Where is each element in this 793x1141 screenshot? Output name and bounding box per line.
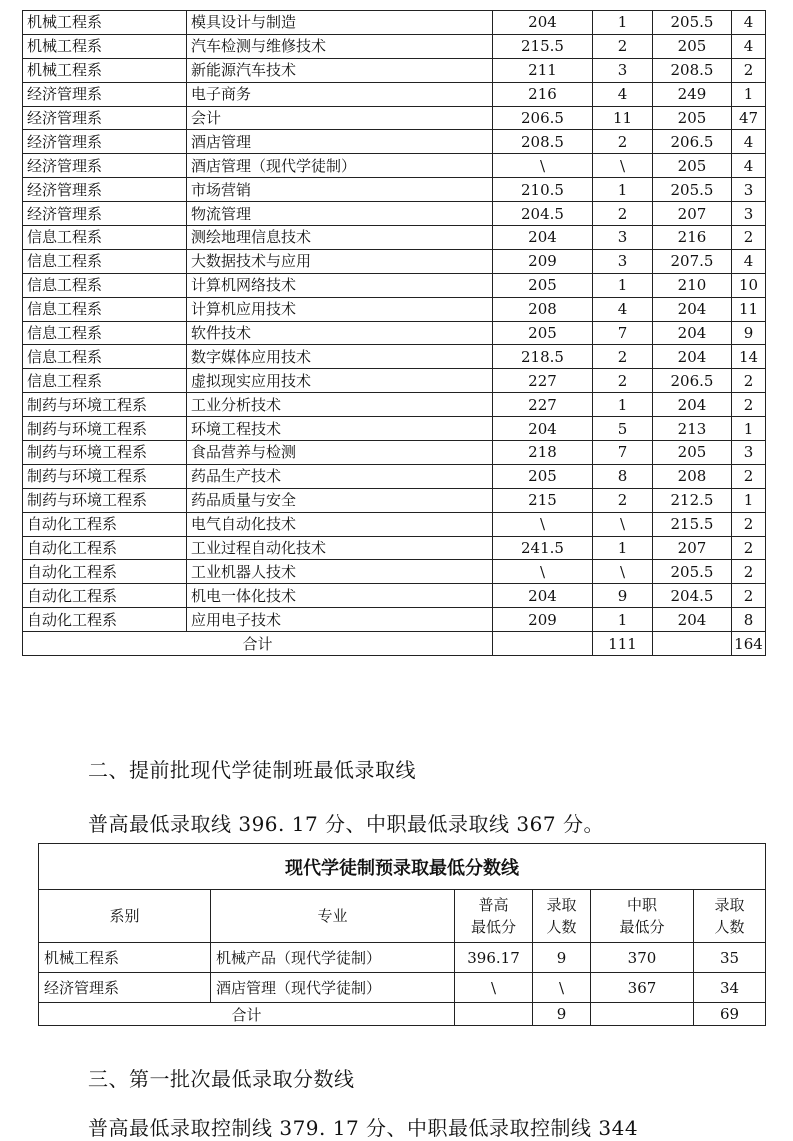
cell-dept: 制药与环境工程系	[23, 417, 187, 441]
cell-gen-min: 208.5	[493, 130, 593, 154]
cell-adm-2: 1	[732, 488, 766, 512]
table-row	[23, 226, 766, 250]
table-row	[23, 202, 766, 226]
cell-adm-2: 2	[732, 393, 766, 417]
cell-adm-1: 1	[593, 536, 653, 560]
cell-dept: 自动化工程系	[23, 560, 187, 584]
cell-adm-2: 1	[732, 417, 766, 441]
cell-gen-min: 204	[493, 11, 593, 35]
cell-gen-min: \	[493, 154, 593, 178]
cell-gen-min: 205	[493, 321, 593, 345]
admission-table-1	[22, 10, 766, 656]
cell-major: 汽车检测与维修技术	[187, 34, 493, 58]
cell-adm-1: 1	[593, 608, 653, 632]
cell-voc-min: 213	[653, 417, 732, 441]
cell-dept: 信息工程系	[23, 297, 187, 321]
table-row	[23, 536, 766, 560]
table-row	[23, 154, 766, 178]
cell-voc-min: 370	[591, 943, 694, 973]
cell-dept: 机械工程系	[23, 58, 187, 82]
table-row	[23, 58, 766, 82]
cell-dept: 信息工程系	[23, 249, 187, 273]
table-row	[23, 249, 766, 273]
table-row	[23, 584, 766, 608]
cell-adm-2: 4	[732, 154, 766, 178]
cell-adm-1: 1	[593, 393, 653, 417]
cell-dept: 信息工程系	[23, 226, 187, 250]
cell-adm-2: 2	[732, 226, 766, 250]
cell-adm-2: 35	[694, 943, 766, 973]
cell-major: 测绘地理信息技术	[187, 226, 493, 250]
cell-adm-1: 1	[593, 273, 653, 297]
table-row	[39, 943, 766, 973]
cell-adm-1: 5	[593, 417, 653, 441]
cell-dept: 制药与环境工程系	[23, 441, 187, 465]
table-row	[23, 345, 766, 369]
cell-voc-min: 204	[653, 345, 732, 369]
header-adm-1-line2: 人数	[546, 918, 577, 936]
cell-dept: 信息工程系	[23, 369, 187, 393]
cell-major: 酒店管理（现代学徒制）	[187, 154, 493, 178]
cell-voc-min: 212.5	[653, 488, 732, 512]
cell-adm-2: 4	[732, 11, 766, 35]
cell-voc-min: 204	[653, 297, 732, 321]
cell-adm-1: 3	[593, 249, 653, 273]
header-voc-min-line2: 最低分	[619, 918, 665, 936]
cell-adm-2: 34	[694, 973, 766, 1003]
cell-voc-min: 216	[653, 226, 732, 250]
cell-voc-min: 367	[591, 973, 694, 1003]
cell-adm-1: \	[593, 560, 653, 584]
cell-adm-1: 1	[593, 11, 653, 35]
cell-dept: 制药与环境工程系	[23, 464, 187, 488]
cell-major: 工业机器人技术	[187, 560, 493, 584]
cell-adm-2: 2	[732, 58, 766, 82]
cell-adm-2: 2	[732, 512, 766, 536]
cell-major: 市场营销	[187, 178, 493, 202]
cell-gen-min: 208	[493, 297, 593, 321]
section-2-paragraph: 普高最低录取线 396. 17 分、中职最低录取线 367 分。	[88, 812, 604, 836]
cell-voc-min: 205	[653, 441, 732, 465]
cell-major: 酒店管理	[187, 130, 493, 154]
total-label: 合计	[39, 1003, 455, 1026]
table-row	[23, 608, 766, 632]
cell-adm-1: \	[593, 512, 653, 536]
cell-dept: 经济管理系	[23, 154, 187, 178]
cell-dept: 经济管理系	[39, 973, 211, 1003]
table-row-total	[39, 1003, 766, 1026]
cell-dept: 信息工程系	[23, 345, 187, 369]
cell-major: 电气自动化技术	[187, 512, 493, 536]
table-row	[23, 34, 766, 58]
cell-dept: 自动化工程系	[23, 584, 187, 608]
header-adm-2-line1: 录取	[714, 896, 745, 914]
cell-adm-2: 2	[732, 369, 766, 393]
cell-gen-min: \	[455, 973, 533, 1003]
section-2-heading: 二、提前批现代学徒制班最低录取线	[88, 758, 416, 782]
table-row	[23, 464, 766, 488]
cell-gen-min: \	[493, 512, 593, 536]
cell-adm-2: 3	[732, 441, 766, 465]
cell-major: 数字媒体应用技术	[187, 345, 493, 369]
cell-adm-2: 47	[732, 106, 766, 130]
header-voc-min	[591, 890, 694, 943]
cell-major: 工业分析技术	[187, 393, 493, 417]
table-row	[23, 178, 766, 202]
cell-adm-1: 7	[593, 441, 653, 465]
cell-major: 食品营养与检测	[187, 441, 493, 465]
cell-adm-1: 2	[593, 202, 653, 226]
cell-adm-1: 11	[593, 106, 653, 130]
cell-gen-min: 209	[493, 608, 593, 632]
cell-adm-2: 3	[732, 178, 766, 202]
cell-voc-min: 205	[653, 154, 732, 178]
header-adm-2	[694, 890, 766, 943]
cell-voc-min: 249	[653, 82, 732, 106]
cell-gen-min: 209	[493, 249, 593, 273]
cell-adm-2: 14	[732, 345, 766, 369]
cell-voc-min: 208	[653, 464, 732, 488]
header-major: 专业	[211, 890, 455, 943]
table-row	[39, 973, 766, 1003]
cell-dept: 经济管理系	[23, 178, 187, 202]
cell-voc-min: 204.5	[653, 584, 732, 608]
cell-voc-min: 204	[653, 321, 732, 345]
cell-dept: 机械工程系	[39, 943, 211, 973]
cell-voc-min: 205.5	[653, 178, 732, 202]
cell-gen-min: 241.5	[493, 536, 593, 560]
header-adm-1	[533, 890, 591, 943]
cell-voc-min: 205	[653, 34, 732, 58]
section-3-heading: 三、第一批次最低录取分数线	[88, 1067, 355, 1091]
cell-dept: 机械工程系	[23, 11, 187, 35]
cell-adm-2: 2	[732, 560, 766, 584]
cell-voc-min: 208.5	[653, 58, 732, 82]
cell-major: 软件技术	[187, 321, 493, 345]
cell-dept: 经济管理系	[23, 202, 187, 226]
cell-voc-min: 204	[653, 608, 732, 632]
cell-adm-2: 8	[732, 608, 766, 632]
cell-adm-2: 3	[732, 202, 766, 226]
total-blank-2	[591, 1003, 694, 1026]
cell-adm-1: 2	[593, 369, 653, 393]
total-label: 合计	[23, 632, 493, 656]
cell-major: 计算机网络技术	[187, 273, 493, 297]
table-row	[23, 11, 766, 35]
cell-major: 机电一体化技术	[187, 584, 493, 608]
cell-dept: 制药与环境工程系	[23, 488, 187, 512]
cell-gen-min: 227	[493, 393, 593, 417]
table-row	[23, 321, 766, 345]
cell-gen-min: \	[493, 560, 593, 584]
cell-major: 机械产品（现代学徒制）	[211, 943, 455, 973]
cell-voc-min: 207.5	[653, 249, 732, 273]
cell-adm-2: 10	[732, 273, 766, 297]
table-row	[23, 130, 766, 154]
cell-adm-1: 1	[593, 178, 653, 202]
total-count-1: 111	[593, 632, 653, 656]
cell-adm-1: \	[593, 154, 653, 178]
header-voc-min-line1: 中职	[626, 896, 657, 914]
table-row	[23, 273, 766, 297]
table-title: 现代学徒制预录取最低分数线	[39, 844, 766, 890]
cell-adm-2: 2	[732, 536, 766, 560]
cell-voc-min: 205	[653, 106, 732, 130]
table-title-row	[39, 844, 766, 890]
cell-adm-2: 1	[732, 82, 766, 106]
cell-gen-min: 210.5	[493, 178, 593, 202]
header-adm-2-line2: 人数	[714, 918, 745, 936]
cell-gen-min: 215	[493, 488, 593, 512]
table-header-row	[39, 890, 766, 943]
cell-major: 环境工程技术	[187, 417, 493, 441]
cell-major: 电子商务	[187, 82, 493, 106]
cell-gen-min: 204	[493, 226, 593, 250]
cell-voc-min: 207	[653, 536, 732, 560]
table-row	[23, 82, 766, 106]
cell-adm-2: 4	[732, 249, 766, 273]
cell-voc-min: 206.5	[653, 130, 732, 154]
total-count-2: 69	[694, 1003, 766, 1026]
total-blank-1	[455, 1003, 533, 1026]
cell-adm-2: 9	[732, 321, 766, 345]
table-row	[23, 297, 766, 321]
cell-major: 新能源汽车技术	[187, 58, 493, 82]
cell-adm-2: 2	[732, 584, 766, 608]
table-row	[23, 393, 766, 417]
cell-gen-min: 206.5	[493, 106, 593, 130]
cell-gen-min: 216	[493, 82, 593, 106]
cell-dept: 经济管理系	[23, 130, 187, 154]
table-row	[23, 441, 766, 465]
total-count-2: 164	[732, 632, 766, 656]
cell-adm-2: 11	[732, 297, 766, 321]
cell-adm-1: 4	[593, 297, 653, 321]
cell-voc-min: 206.5	[653, 369, 732, 393]
cell-major: 药品生产技术	[187, 464, 493, 488]
cell-dept: 信息工程系	[23, 321, 187, 345]
cell-gen-min: 396.17	[455, 943, 533, 973]
cell-adm-2: 2	[732, 464, 766, 488]
cell-adm-1: 9	[593, 584, 653, 608]
cell-adm-1: 9	[533, 943, 591, 973]
cell-voc-min: 205.5	[653, 11, 732, 35]
cell-dept: 自动化工程系	[23, 608, 187, 632]
table-row	[23, 369, 766, 393]
cell-major: 虚拟现实应用技术	[187, 369, 493, 393]
cell-gen-min: 205	[493, 464, 593, 488]
table-row	[23, 560, 766, 584]
cell-voc-min: 207	[653, 202, 732, 226]
total-count-1: 9	[533, 1003, 591, 1026]
cell-dept: 经济管理系	[23, 106, 187, 130]
table-row	[23, 512, 766, 536]
cell-adm-2: 4	[732, 130, 766, 154]
total-blank-1	[493, 632, 593, 656]
cell-major: 计算机应用技术	[187, 297, 493, 321]
cell-dept: 自动化工程系	[23, 536, 187, 560]
section-3-paragraph: 普高最低录取控制线 379. 17 分、中职最低录取控制线 344	[88, 1116, 639, 1140]
cell-adm-1: 8	[593, 464, 653, 488]
header-gen-min-line1: 普高	[478, 896, 509, 914]
cell-adm-1: 2	[593, 488, 653, 512]
table-row	[23, 106, 766, 130]
table-row	[23, 488, 766, 512]
table-row	[23, 417, 766, 441]
table-row-total	[23, 632, 766, 656]
admission-table-1-body	[23, 11, 766, 656]
header-adm-1-line1: 录取	[546, 896, 577, 914]
header-gen-min-line2: 最低分	[470, 918, 516, 936]
cell-adm-1: 2	[593, 130, 653, 154]
cell-major: 药品质量与安全	[187, 488, 493, 512]
cell-gen-min: 205	[493, 273, 593, 297]
cell-adm-1: 4	[593, 82, 653, 106]
cell-voc-min: 210	[653, 273, 732, 297]
cell-dept: 经济管理系	[23, 82, 187, 106]
cell-adm-2: 4	[732, 34, 766, 58]
cell-adm-1: 7	[593, 321, 653, 345]
cell-voc-min: 205.5	[653, 560, 732, 584]
cell-gen-min: 218.5	[493, 345, 593, 369]
cell-major: 大数据技术与应用	[187, 249, 493, 273]
cell-adm-1: 2	[593, 34, 653, 58]
cell-major: 工业过程自动化技术	[187, 536, 493, 560]
cell-major: 酒店管理（现代学徒制）	[211, 973, 455, 1003]
cell-gen-min: 204.5	[493, 202, 593, 226]
cell-adm-1: 2	[593, 345, 653, 369]
cell-dept: 自动化工程系	[23, 512, 187, 536]
cell-major: 应用电子技术	[187, 608, 493, 632]
cell-gen-min: 204	[493, 417, 593, 441]
cell-gen-min: 215.5	[493, 34, 593, 58]
cell-gen-min: 227	[493, 369, 593, 393]
cell-gen-min: 211	[493, 58, 593, 82]
cell-major: 物流管理	[187, 202, 493, 226]
cell-major: 模具设计与制造	[187, 11, 493, 35]
header-gen-min	[455, 890, 533, 943]
cell-adm-1: 3	[593, 226, 653, 250]
header-dept: 系别	[39, 890, 211, 943]
cell-dept: 机械工程系	[23, 34, 187, 58]
cell-major: 会计	[187, 106, 493, 130]
cell-voc-min: 215.5	[653, 512, 732, 536]
total-blank-2	[653, 632, 732, 656]
cell-adm-1: 3	[593, 58, 653, 82]
cell-gen-min: 218	[493, 441, 593, 465]
cell-gen-min: 204	[493, 584, 593, 608]
cell-voc-min: 204	[653, 393, 732, 417]
cell-dept: 信息工程系	[23, 273, 187, 297]
apprenticeship-table	[38, 843, 766, 1026]
cell-adm-1: \	[533, 973, 591, 1003]
cell-dept: 制药与环境工程系	[23, 393, 187, 417]
